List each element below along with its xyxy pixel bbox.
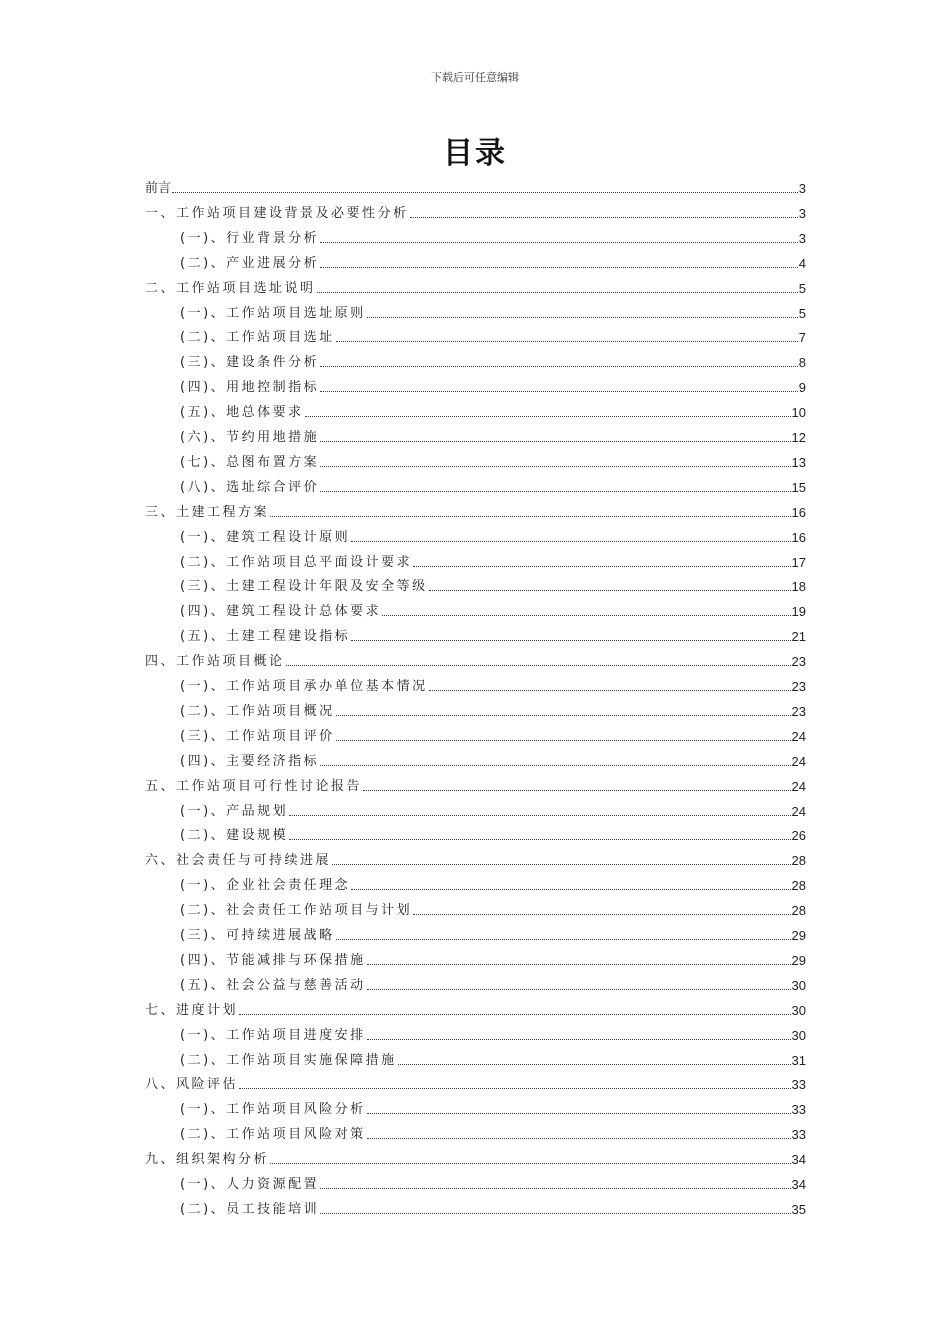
header-note: 下载后可任意编辑 [431,71,519,84]
toc-entry-text: (一)、企业社会责任理念 [180,878,351,894]
toc-page-number: 28 [791,878,806,894]
toc-entry-section[interactable] [180,1098,806,1118]
toc-entry-text: (二)、工作站项目选址 [180,330,335,346]
toc-page-number: 28 [791,853,806,869]
toc-entry-section[interactable] [180,426,806,446]
toc-page-number: 10 [791,405,806,421]
toc-entry-section[interactable] [180,924,806,944]
toc-page-number: 33 [791,1077,806,1093]
toc-leader-dots [336,740,791,741]
toc-entry-section[interactable] [180,675,806,695]
toc-page-number: 9 [798,380,806,396]
toc-leader-dots [413,914,790,915]
toc-entry-text: (四)、用地控制指标 [180,380,320,396]
toc-entry-text: (五)、社会公益与慈善活动 [180,977,366,993]
toc-entry-section[interactable] [180,750,806,770]
toc-page-number: 23 [791,654,806,670]
toc-entry-text: 一、工作站项目建设背景及必要性分析 [145,205,409,221]
toc-entry-section[interactable] [180,326,806,346]
toc-entry-section[interactable] [180,526,806,546]
toc-entry-section[interactable] [180,824,806,844]
toc-page-number: 3 [798,230,806,246]
toc-entry-section[interactable] [180,227,806,247]
toc-entry-text: (四)、建筑工程设计总体要求 [180,604,382,620]
toc-leader-dots [317,292,798,293]
toc-entry-text: (二)、工作站项目实施保障措施 [180,1052,397,1068]
toc-entry-text: 九、组织架构分析 [145,1152,270,1168]
toc-entry-text: (二)、建设规模 [180,828,289,844]
toc-entry-text: (一)、工作站项目承办单位基本情况 [180,679,428,694]
toc-page-number: 24 [791,753,806,769]
toc-entry-section[interactable] [180,1173,806,1193]
toc-entry-section[interactable] [180,949,806,969]
toc-entry-text: (二)、员工技能培训 [180,1201,320,1217]
toc-entry-text: (三)、土建工程设计年限及安全等级 [180,579,428,595]
toc-entry-section[interactable] [180,1024,806,1044]
toc-leader-dots [351,640,790,641]
toc-entry-section[interactable] [180,600,806,620]
toc-leader-dots [367,989,791,990]
toc-leader-dots [320,267,798,268]
toc-leader-dots [367,1138,791,1139]
toc-page-number: 23 [791,679,806,694]
toc-page-number: 16 [791,504,806,520]
toc-entry-text: (一)、工作站项目风险分析 [180,1102,366,1118]
toc-page-number: 15 [791,479,806,495]
toc-entry-chapter[interactable] [145,650,806,670]
toc-entry-text: (八)、选址综合评价 [180,479,320,495]
toc-entry-text: (一)、人力资源配置 [180,1177,320,1192]
toc-entry-section[interactable] [180,401,806,421]
toc-page-number: 21 [791,629,806,645]
toc-entry-text: (三)、工作站项目评价 [180,728,335,744]
toc-entry-text: 二、工作站项目选址说明 [145,280,316,296]
toc-page-number: 26 [791,828,806,844]
toc-page-number: 3 [798,205,806,221]
toc-leader-dots [320,391,798,392]
toc-leader-dots [320,1188,790,1189]
toc-leader-dots [239,1014,791,1015]
toc-entry-section[interactable] [180,1198,806,1218]
toc-leader-dots [351,541,790,542]
toc-page-number: 28 [791,903,806,919]
toc-leader-dots [320,242,798,243]
toc-entry-chapter[interactable] [145,775,806,795]
toc-leader-dots [336,715,791,716]
toc-entry-text: 五、工作站项目可行性讨论报告 [145,778,363,794]
toc-leader-dots [270,1163,791,1164]
toc-entry-text: (四)、节能减排与环保措施 [180,952,366,968]
toc-page-number: 29 [791,952,806,968]
toc-entry-text: (五)、地总体要求 [180,405,304,421]
toc-leader-dots [320,441,790,442]
toc-entry-text: (二)、工作站项目概况 [180,703,335,719]
toc-page-number: 23 [791,703,806,719]
toc-page-number: 13 [791,454,806,470]
toc-entry-section[interactable] [180,725,806,745]
toc-entry-text: (二)、工作站项目风险对策 [180,1127,366,1143]
toc-page-number: 30 [791,1002,806,1018]
toc-entry-section[interactable] [180,302,806,322]
toc-entry-section[interactable] [180,1049,806,1069]
toc-leader-dots [336,939,791,940]
toc-page-number: 35 [791,1201,806,1217]
toc-page-number: 3 [798,181,806,196]
toc-leader-dots [289,815,790,816]
toc-entry-section[interactable] [180,351,806,371]
toc-leader-dots [320,765,790,766]
toc-entry-section[interactable] [180,1123,806,1143]
toc-leader-dots [363,790,791,791]
toc-page-number: 34 [791,1152,806,1168]
toc-entry-text: 六、社会责任与可持续进展 [145,853,332,869]
toc-entry-text: (一)、工作站项目选址原则 [180,305,366,321]
toc-leader-dots [429,690,791,691]
toc-page-number: 4 [798,255,806,271]
toc-leader-dots [367,1113,791,1114]
toc-entry-text: (一)、建筑工程设计原则 [180,529,351,545]
toc-entry-section[interactable] [180,800,806,820]
toc-page-number: 18 [791,579,806,595]
toc-entry-text: (六)、节约用地措施 [180,430,320,445]
toc-entry-section[interactable] [180,476,806,496]
toc-entry-section[interactable] [180,974,806,994]
toc-leader-dots [320,491,790,492]
toc-page-number: 19 [791,604,806,620]
toc-entry-text: (一)、产品规划 [180,803,289,819]
toc-page-number: 5 [798,280,806,296]
toc-leader-dots [320,1213,790,1214]
toc-entry-chapter[interactable] [145,1148,806,1168]
toc-entry-chapter[interactable] [145,1073,806,1093]
toc-page-number: 34 [791,1177,806,1192]
toc-entry-chapter[interactable] [145,999,806,1019]
toc-page-number: 33 [791,1127,806,1143]
toc-leader-dots [172,192,798,193]
toc-leader-dots [289,839,790,840]
toc-entry-text: (五)、土建工程建设指标 [180,629,351,645]
toc-leader-dots [410,217,798,218]
toc-leader-dots [336,341,798,342]
toc-page-number: 31 [791,1052,806,1068]
toc-leader-dots [367,1039,791,1040]
toc-page-number: 24 [791,778,806,794]
toc-leader-dots [320,366,798,367]
toc-entry-text: (一)、工作站项目进度安排 [180,1027,366,1043]
toc-leader-dots [367,964,791,965]
toc-entry-text: (三)、可持续进展战略 [180,928,335,943]
toc-entry-text: 八、风险评估 [145,1077,239,1093]
toc-entry-text: 四、工作站项目概论 [145,654,285,670]
toc-entry-text: (七)、总图布置方案 [180,454,320,470]
toc-page-number: 24 [791,803,806,819]
toc-entry-text: (二)、社会责任工作站项目与计划 [180,903,413,919]
toc-page-number: 24 [791,728,806,744]
toc-leader-dots [286,665,791,666]
toc-entry-text: 前言 [145,181,172,196]
toc-page-number: 29 [791,928,806,943]
toc-page-number: 30 [791,1027,806,1043]
toc-entry-text: (四)、主要经济指标 [180,753,320,769]
toc-page-number: 12 [791,430,806,445]
toc-page-number: 5 [798,305,806,321]
toc-page-number: 7 [798,330,806,346]
toc-leader-dots [320,466,790,467]
toc-entry-text: (一)、行业背景分析 [180,230,320,246]
toc-entry-text: (三)、建设条件分析 [180,355,320,371]
toc-entry-chapter[interactable] [145,501,806,521]
toc-entry-chapter[interactable] [145,277,806,297]
toc-page-number: 30 [791,977,806,993]
toc-entry-section[interactable] [180,625,806,645]
toc-entry-text: (二)、产业进展分析 [180,255,320,271]
toc-leader-dots [305,416,791,417]
toc-entry-section[interactable] [180,899,806,919]
toc-entry-text: 七、进度计划 [145,1002,239,1018]
toc-entry-section[interactable] [180,252,806,272]
toc-leader-dots [351,889,790,890]
toc-leader-dots [429,590,791,591]
toc-entry-chapter[interactable] [145,849,806,869]
toc-leader-dots [332,864,791,865]
toc-entry-text: (二)、工作站项目总平面设计要求 [180,554,413,570]
toc-entry-section[interactable] [180,700,806,720]
toc-leader-dots [270,516,791,517]
toc-leader-dots [382,615,790,616]
toc-entry-section[interactable] [180,874,806,894]
toc-entry-section[interactable] [180,376,806,396]
toc-entry-section[interactable] [180,451,806,471]
toc-page-number: 17 [791,554,806,570]
toc-page-number: 33 [791,1102,806,1118]
toc-leader-dots [239,1088,791,1089]
toc-entry-section[interactable] [180,551,806,571]
toc-entry-text: 三、土建工程方案 [145,504,270,520]
toc-page-number: 8 [798,355,806,371]
toc-entry-section[interactable] [180,575,806,595]
toc-entry-chapter[interactable] [145,177,806,197]
toc-leader-dots [398,1064,791,1065]
toc-title: 目录 [443,136,507,171]
toc-page-number: 16 [791,529,806,545]
toc-leader-dots [367,317,798,318]
toc-entry-chapter[interactable] [145,202,806,222]
toc-leader-dots [413,566,790,567]
